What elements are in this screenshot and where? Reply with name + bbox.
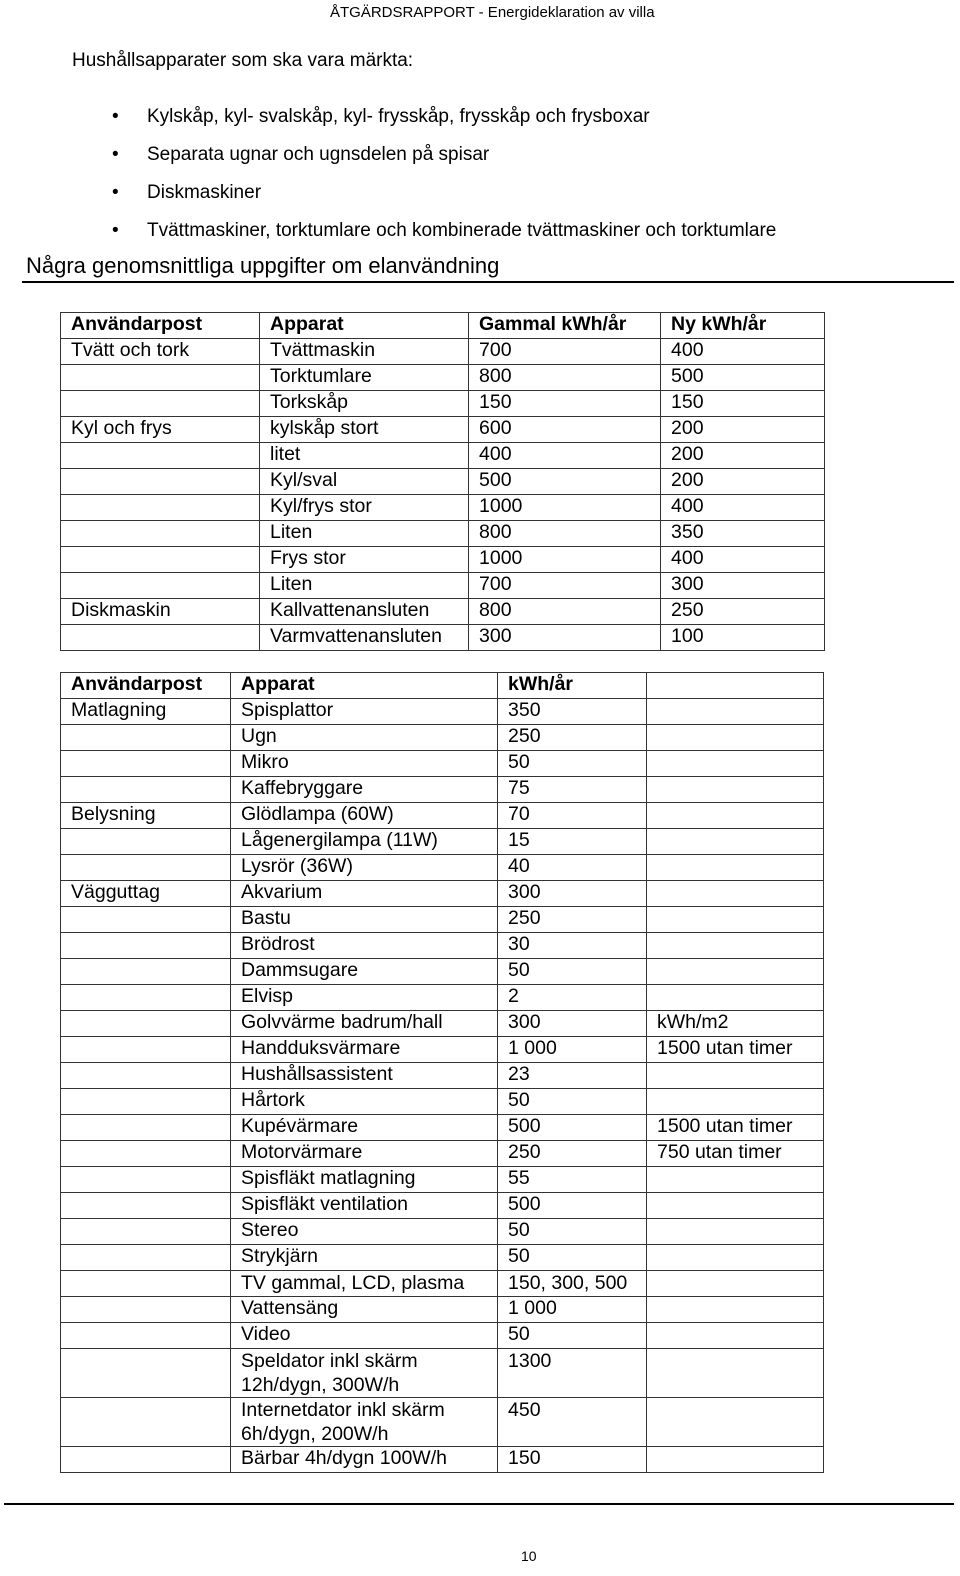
table-cell xyxy=(647,881,824,907)
table-cell: Frys stor xyxy=(260,547,469,573)
table-row xyxy=(61,1219,824,1245)
table-cell: 600 xyxy=(469,417,661,443)
column-header: Apparat xyxy=(231,673,498,699)
table-cell: Kallvattenansluten xyxy=(260,599,469,625)
table-cell: Spisfläkt matlagning xyxy=(231,1167,498,1193)
table-cell xyxy=(61,1011,231,1037)
table-cell: Varmvattenansluten xyxy=(260,625,469,651)
table-cell: 1500 utan timer xyxy=(647,1115,824,1141)
table-cell: 400 xyxy=(661,547,825,573)
table-cell: Akvarium xyxy=(231,881,498,907)
table-cell: 400 xyxy=(661,495,825,521)
table-cell: 1 000 xyxy=(498,1037,647,1063)
table-row xyxy=(61,417,825,443)
table-cell xyxy=(647,959,824,985)
table-cell: kWh/m2 xyxy=(647,1011,824,1037)
table-cell: 2 xyxy=(498,985,647,1011)
table-row xyxy=(61,751,824,777)
table-cell xyxy=(61,1349,231,1398)
table-cell: litet xyxy=(260,443,469,469)
table-cell xyxy=(647,933,824,959)
table-cell: Torkskåp xyxy=(260,391,469,417)
table-cell xyxy=(647,1245,824,1271)
table-cell xyxy=(61,777,231,803)
table-cell: 300 xyxy=(498,881,647,907)
table-cell: Speldator inkl skärm 12h/dygn, 300W/h xyxy=(231,1349,498,1398)
bullet-item: • Separata ugnar och ugnsdelen på spisar xyxy=(112,142,776,180)
table-cell: Vattensäng xyxy=(231,1297,498,1323)
page-number: 10 xyxy=(521,1548,537,1564)
table-cell: 400 xyxy=(661,339,825,365)
table-cell: 1000 xyxy=(469,547,661,573)
section-title: Några genomsnittliga uppgifter om elanvändning xyxy=(26,253,500,278)
table-cell xyxy=(61,1219,231,1245)
table-cell xyxy=(647,1447,824,1473)
table-cell: 800 xyxy=(469,599,661,625)
table-cell: Diskmaskin xyxy=(61,599,260,625)
table-cell xyxy=(647,1063,824,1089)
table-cell xyxy=(61,1115,231,1141)
table-cell: 300 xyxy=(498,1011,647,1037)
table-cell: Glödlampa (60W) xyxy=(231,803,498,829)
table-cell: Bärbar 4h/dygn 100W/h xyxy=(231,1447,498,1473)
section-divider xyxy=(22,281,954,283)
bullet-item: • Diskmaskiner xyxy=(112,180,776,218)
table-cell: 400 xyxy=(469,443,661,469)
table-cell: 1 000 xyxy=(498,1297,647,1323)
table-cell xyxy=(61,573,260,599)
footer-divider xyxy=(4,1503,954,1505)
table-cell xyxy=(61,1141,231,1167)
table-cell: 500 xyxy=(498,1193,647,1219)
table-cell xyxy=(61,829,231,855)
table-row xyxy=(61,699,824,725)
table-cell: 50 xyxy=(498,1089,647,1115)
table-row xyxy=(61,365,825,391)
intro-text: Hushållsapparater som ska vara märkta: xyxy=(72,50,414,71)
table-cell: 75 xyxy=(498,777,647,803)
table-cell xyxy=(647,751,824,777)
table-cell: Belysning xyxy=(61,803,231,829)
table-row xyxy=(61,1398,824,1447)
table-cell: Liten xyxy=(260,573,469,599)
table-row xyxy=(61,985,824,1011)
table-cell: 1300 xyxy=(498,1349,647,1398)
table-cell: Internetdator inkl skärm 6h/dygn, 200W/h xyxy=(231,1398,498,1447)
table-cell xyxy=(647,1297,824,1323)
table-cell: 500 xyxy=(498,1115,647,1141)
column-header xyxy=(647,673,824,699)
table-cell xyxy=(61,725,231,751)
table-cell: Kyl och frys xyxy=(61,417,260,443)
table-header-row xyxy=(61,313,825,339)
table-cell xyxy=(61,1245,231,1271)
table-cell: 300 xyxy=(661,573,825,599)
table-cell xyxy=(61,1323,231,1349)
table-cell xyxy=(61,933,231,959)
table-row xyxy=(61,933,824,959)
table-cell xyxy=(61,521,260,547)
table-row xyxy=(61,881,824,907)
table-cell xyxy=(61,1193,231,1219)
table-cell: Video xyxy=(231,1323,498,1349)
report-header: ÅTGÄRDSRAPPORT - Energideklaration av villa xyxy=(330,4,655,21)
table-cell: 150, 300, 500 xyxy=(498,1271,647,1297)
table-cell: 250 xyxy=(498,725,647,751)
table-cell: Stereo xyxy=(231,1219,498,1245)
table-cell xyxy=(647,803,824,829)
table-row xyxy=(61,803,824,829)
table-cell xyxy=(647,699,824,725)
table-cell: Tvätt och tork xyxy=(61,339,260,365)
table-cell: Hårtork xyxy=(231,1089,498,1115)
table-cell: Handduksvärmare xyxy=(231,1037,498,1063)
table-cell: Elvisp xyxy=(231,985,498,1011)
table-cell xyxy=(647,777,824,803)
table-cell xyxy=(61,1271,231,1297)
table-cell: Tvättmaskin xyxy=(260,339,469,365)
table-cell xyxy=(61,1167,231,1193)
table-cell: TV gammal, LCD, plasma xyxy=(231,1271,498,1297)
table-row xyxy=(61,1447,824,1473)
table-cell xyxy=(61,1447,231,1473)
table-row xyxy=(61,625,825,651)
table-cell xyxy=(61,1063,231,1089)
table-cell: 700 xyxy=(469,339,661,365)
table-cell xyxy=(61,1398,231,1447)
column-header: Apparat xyxy=(260,313,469,339)
table-cell: 100 xyxy=(661,625,825,651)
table-cell: Kyl/sval xyxy=(260,469,469,495)
table-cell xyxy=(647,1167,824,1193)
table-row xyxy=(61,959,824,985)
table-cell xyxy=(647,1271,824,1297)
column-header: Gammal kWh/år xyxy=(469,313,661,339)
table-cell: 350 xyxy=(498,699,647,725)
table-cell: Liten xyxy=(260,521,469,547)
table-cell: 300 xyxy=(469,625,661,651)
table-cell xyxy=(61,391,260,417)
table-cell: 150 xyxy=(469,391,661,417)
table-cell: Spisplattor xyxy=(231,699,498,725)
table-cell: Brödrost xyxy=(231,933,498,959)
table-row xyxy=(61,1011,824,1037)
table-row xyxy=(61,1271,824,1297)
table-cell: Hushållsassistent xyxy=(231,1063,498,1089)
table-cell: 350 xyxy=(661,521,825,547)
table-cell: 50 xyxy=(498,751,647,777)
table-cell: Kyl/frys stor xyxy=(260,495,469,521)
table-cell: Torktumlare xyxy=(260,365,469,391)
table-row xyxy=(61,1089,824,1115)
table-cell: Kaffebryggare xyxy=(231,777,498,803)
table-cell: 700 xyxy=(469,573,661,599)
appliance-bullet-list xyxy=(112,104,776,256)
table-row xyxy=(61,1167,824,1193)
table-cell: Dammsugare xyxy=(231,959,498,985)
bullet-item: • Kylskåp, kyl- svalskåp, kyl- frysskåp, frysskåp och frysboxar xyxy=(112,104,776,142)
table-cell xyxy=(647,907,824,933)
table-cell: 250 xyxy=(498,1141,647,1167)
table-cell: 40 xyxy=(498,855,647,881)
table-cell xyxy=(61,1037,231,1063)
table-cell xyxy=(61,855,231,881)
table-cell xyxy=(61,959,231,985)
table-cell xyxy=(61,625,260,651)
table-row xyxy=(61,1245,824,1271)
table-cell: 30 xyxy=(498,933,647,959)
table-cell xyxy=(61,1089,231,1115)
table-cell xyxy=(61,443,260,469)
table-row xyxy=(61,1323,824,1349)
table-row xyxy=(61,1037,824,1063)
table-row xyxy=(61,1193,824,1219)
table-cell: Golvvärme badrum/hall xyxy=(231,1011,498,1037)
table-row xyxy=(61,1349,824,1398)
table-cell: 70 xyxy=(498,803,647,829)
table-row xyxy=(61,1297,824,1323)
table-cell xyxy=(647,1219,824,1245)
table-row xyxy=(61,469,825,495)
table-row xyxy=(61,573,825,599)
table-cell: Kupévärmare xyxy=(231,1115,498,1141)
table-cell: 1500 utan timer xyxy=(647,1037,824,1063)
table-cell xyxy=(647,1193,824,1219)
table-row xyxy=(61,829,824,855)
table-row xyxy=(61,907,824,933)
column-header: Ny kWh/år xyxy=(661,313,825,339)
table-row xyxy=(61,599,825,625)
table-cell: Lågenergilampa (11W) xyxy=(231,829,498,855)
table-cell: Strykjärn xyxy=(231,1245,498,1271)
table-row xyxy=(61,1063,824,1089)
table-cell: Motorvärmare xyxy=(231,1141,498,1167)
table-cell xyxy=(647,855,824,881)
table-cell: 1000 xyxy=(469,495,661,521)
table-row xyxy=(61,547,825,573)
table-cell: 200 xyxy=(661,469,825,495)
table-row xyxy=(61,1115,824,1141)
table-cell: 500 xyxy=(661,365,825,391)
table-cell: 450 xyxy=(498,1398,647,1447)
table-cell xyxy=(647,1323,824,1349)
table-cell: 500 xyxy=(469,469,661,495)
table-row xyxy=(61,725,824,751)
table-row xyxy=(61,495,825,521)
table-cell: 250 xyxy=(661,599,825,625)
table-cell xyxy=(61,1297,231,1323)
bullet-item: • Tvättmaskiner, torktumlare och kombinerade tvättmaskiner och torktumlare xyxy=(112,218,776,256)
table-cell: kylskåp stort xyxy=(260,417,469,443)
table-cell: 150 xyxy=(661,391,825,417)
column-header: Användarpost xyxy=(61,673,231,699)
table-cell: 55 xyxy=(498,1167,647,1193)
table-cell xyxy=(647,1349,824,1398)
table-cell: Vägguttag xyxy=(61,881,231,907)
table-cell: 15 xyxy=(498,829,647,855)
table-cell xyxy=(61,751,231,777)
table-row xyxy=(61,443,825,469)
table-cell xyxy=(61,365,260,391)
table-cell: 50 xyxy=(498,1323,647,1349)
table-row xyxy=(61,339,825,365)
table-row xyxy=(61,777,824,803)
table-cell: 800 xyxy=(469,521,661,547)
table-row xyxy=(61,1141,824,1167)
table-cell: 50 xyxy=(498,1219,647,1245)
table-cell: 750 utan timer xyxy=(647,1141,824,1167)
table-header-row xyxy=(61,673,824,699)
appliance-energy-table-1 xyxy=(60,312,825,651)
table-cell: Ugn xyxy=(231,725,498,751)
column-header: kWh/år xyxy=(498,673,647,699)
table-cell xyxy=(647,985,824,1011)
appliance-energy-table-2 xyxy=(60,672,824,1473)
table-row xyxy=(61,521,825,547)
table-cell: Spisfläkt ventilation xyxy=(231,1193,498,1219)
table-cell: Lysrör (36W) xyxy=(231,855,498,881)
table-cell: Bastu xyxy=(231,907,498,933)
table-cell: 250 xyxy=(498,907,647,933)
table-cell: 50 xyxy=(498,959,647,985)
table-cell: Mikro xyxy=(231,751,498,777)
table-row xyxy=(61,855,824,881)
table-cell xyxy=(647,1398,824,1447)
table-cell xyxy=(61,547,260,573)
table-cell: 150 xyxy=(498,1447,647,1473)
table-cell: Matlagning xyxy=(61,699,231,725)
table-cell: 800 xyxy=(469,365,661,391)
table-cell xyxy=(61,495,260,521)
table-cell xyxy=(647,829,824,855)
column-header: Användarpost xyxy=(61,313,260,339)
table-cell: 23 xyxy=(498,1063,647,1089)
table-cell xyxy=(647,725,824,751)
table-cell: 200 xyxy=(661,443,825,469)
table-row xyxy=(61,391,825,417)
table-cell xyxy=(61,907,231,933)
table-cell: 50 xyxy=(498,1245,647,1271)
table-cell xyxy=(61,985,231,1011)
table-cell xyxy=(61,469,260,495)
table-cell: 200 xyxy=(661,417,825,443)
table-cell xyxy=(647,1089,824,1115)
